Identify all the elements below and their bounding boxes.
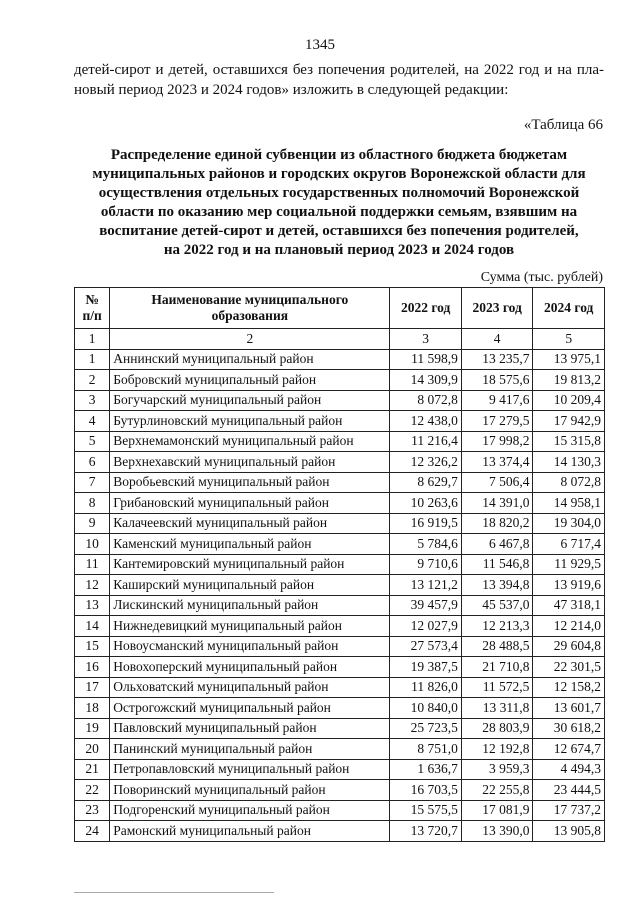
row-number: 12 xyxy=(75,575,110,596)
table-row xyxy=(75,759,605,780)
value-2023: 3 959,3 xyxy=(461,759,533,780)
value-2023: 13 390,0 xyxy=(461,821,533,842)
table-row xyxy=(75,718,605,739)
row-number: 1 xyxy=(75,349,110,370)
municipality-name: Подгоренский муниципальный район xyxy=(110,800,390,821)
value-2022: 12 438,0 xyxy=(390,411,462,432)
value-2023: 12 213,3 xyxy=(461,616,533,637)
value-2024: 17 942,9 xyxy=(533,411,605,432)
value-2022: 19 387,5 xyxy=(390,657,462,678)
value-2024: 19 813,2 xyxy=(533,370,605,391)
value-2024: 11 929,5 xyxy=(533,554,605,575)
value-2024: 14 958,1 xyxy=(533,493,605,514)
value-2024: 22 301,5 xyxy=(533,657,605,678)
table-row xyxy=(75,821,605,842)
value-2024: 17 737,2 xyxy=(533,800,605,821)
value-2023: 21 710,8 xyxy=(461,657,533,678)
row-number: 24 xyxy=(75,821,110,842)
value-2024: 15 315,8 xyxy=(533,431,605,452)
value-2024: 13 975,1 xyxy=(533,349,605,370)
table-title xyxy=(74,146,604,260)
table-row xyxy=(75,616,605,637)
table-row xyxy=(75,636,605,657)
title-line: области по оказанию мер социальной поддержки семьям, взявшим на xyxy=(100,204,578,220)
value-2024: 8 072,8 xyxy=(533,472,605,493)
value-2023: 6 467,8 xyxy=(461,534,533,555)
municipality-name: Каширский муниципальный район xyxy=(110,575,390,596)
table-row xyxy=(75,431,605,452)
header-2024: 2024 год xyxy=(533,288,605,329)
table-row xyxy=(75,349,605,370)
table-row xyxy=(75,411,605,432)
table-row xyxy=(75,472,605,493)
page-number: 1345 xyxy=(305,37,335,53)
header-2023: 2023 год xyxy=(461,288,533,329)
value-2022: 11 216,4 xyxy=(390,431,462,452)
municipality-name: Кантемировский муниципальный район xyxy=(110,554,390,575)
municipality-name: Острогожский муниципальный район xyxy=(110,698,390,719)
row-number: 19 xyxy=(75,718,110,739)
table-reference: «Таблица 66 xyxy=(523,117,603,133)
value-2023: 18 575,6 xyxy=(461,370,533,391)
value-2022: 5 784,6 xyxy=(390,534,462,555)
table-row xyxy=(75,452,605,473)
value-2022: 14 309,9 xyxy=(390,370,462,391)
value-2022: 10 263,6 xyxy=(390,493,462,514)
row-number: 21 xyxy=(75,759,110,780)
value-2024: 19 304,0 xyxy=(533,513,605,534)
value-2024: 13 919,6 xyxy=(533,575,605,596)
value-2022: 8 751,0 xyxy=(390,739,462,760)
value-2023: 13 374,4 xyxy=(461,452,533,473)
value-2023: 9 417,6 xyxy=(461,390,533,411)
value-2022: 13 121,2 xyxy=(390,575,462,596)
municipality-name: Грибановский муниципальный район xyxy=(110,493,390,514)
value-2024: 10 209,4 xyxy=(533,390,605,411)
municipality-name: Петропавловский муниципальный район xyxy=(110,759,390,780)
row-number: 11 xyxy=(75,554,110,575)
municipality-name: Верхнемамонский муниципальный район xyxy=(110,431,390,452)
value-2023: 17 279,5 xyxy=(461,411,533,432)
column-index: 1 xyxy=(75,329,110,350)
row-number: 16 xyxy=(75,657,110,678)
value-2022: 39 457,9 xyxy=(390,595,462,616)
title-line: муниципальных районов и городских округов Воронежской области для xyxy=(92,166,586,182)
value-2022: 11 826,0 xyxy=(390,677,462,698)
intro-line-2: новый период 2023 и 2024 годов» изложить в следующей редакции: xyxy=(74,82,509,98)
row-number: 4 xyxy=(75,411,110,432)
intro-line-1: детей-сирот и детей, оставшихся без попечения родителей, на 2022 год и на пла- xyxy=(74,62,604,78)
value-2022: 16 919,5 xyxy=(390,513,462,534)
units-label: Сумма (тыс. рублей) xyxy=(480,270,603,285)
value-2023: 13 394,8 xyxy=(461,575,533,596)
value-2023: 28 488,5 xyxy=(461,636,533,657)
header-2022: 2022 год xyxy=(390,288,462,329)
row-number: 15 xyxy=(75,636,110,657)
table-row xyxy=(75,739,605,760)
value-2022: 13 720,7 xyxy=(390,821,462,842)
value-2023: 13 235,7 xyxy=(461,349,533,370)
value-2024: 30 618,2 xyxy=(533,718,605,739)
column-index: 5 xyxy=(533,329,605,350)
row-number: 14 xyxy=(75,616,110,637)
table-row xyxy=(75,534,605,555)
table-row xyxy=(75,390,605,411)
municipality-name: Воробьевский муниципальный район xyxy=(110,472,390,493)
column-index: 3 xyxy=(390,329,462,350)
value-2024: 13 601,7 xyxy=(533,698,605,719)
value-2022: 12 326,2 xyxy=(390,452,462,473)
value-2022: 8 072,8 xyxy=(390,390,462,411)
row-number: 5 xyxy=(75,431,110,452)
table-row xyxy=(75,370,605,391)
value-2023: 45 537,0 xyxy=(461,595,533,616)
value-2022: 1 636,7 xyxy=(390,759,462,780)
value-2024: 23 444,5 xyxy=(533,780,605,801)
value-2023: 18 820,2 xyxy=(461,513,533,534)
table-row xyxy=(75,493,605,514)
municipality-name: Богучарский муниципальный район xyxy=(110,390,390,411)
value-2023: 22 255,8 xyxy=(461,780,533,801)
table-row xyxy=(75,595,605,616)
title-line: воспитание детей-сирот и детей, оставшихся без попечения родителей, xyxy=(99,223,579,239)
table-row xyxy=(75,513,605,534)
municipality-name: Каменский муниципальный район xyxy=(110,534,390,555)
value-2022: 16 703,5 xyxy=(390,780,462,801)
value-2024: 29 604,8 xyxy=(533,636,605,657)
value-2022: 11 598,9 xyxy=(390,349,462,370)
municipality-name: Бобровский муниципальный район xyxy=(110,370,390,391)
title-line: Распределение единой субвенции из областного бюджета бюджетам xyxy=(110,147,568,163)
value-2022: 12 027,9 xyxy=(390,616,462,637)
municipality-name: Лискинский муниципальный район xyxy=(110,595,390,616)
row-number: 2 xyxy=(75,370,110,391)
table-header-row xyxy=(75,288,605,329)
value-2023: 28 803,9 xyxy=(461,718,533,739)
value-2024: 13 905,8 xyxy=(533,821,605,842)
row-number: 22 xyxy=(75,780,110,801)
value-2023: 17 081,9 xyxy=(461,800,533,821)
municipality-name: Павловский муниципальный район xyxy=(110,718,390,739)
intro-paragraph xyxy=(74,60,604,100)
row-number: 10 xyxy=(75,534,110,555)
value-2024: 47 318,1 xyxy=(533,595,605,616)
column-index: 4 xyxy=(461,329,533,350)
row-number: 3 xyxy=(75,390,110,411)
value-2024: 6 717,4 xyxy=(533,534,605,555)
value-2023: 13 311,8 xyxy=(461,698,533,719)
value-2022: 27 573,4 xyxy=(390,636,462,657)
municipality-name: Калачеевский муниципальный район xyxy=(110,513,390,534)
table-row xyxy=(75,554,605,575)
municipality-name: Новохоперский муниципальный район xyxy=(110,657,390,678)
table-row xyxy=(75,698,605,719)
municipality-name: Поворинский муниципальный район xyxy=(110,780,390,801)
table-row xyxy=(75,657,605,678)
value-2023: 7 506,4 xyxy=(461,472,533,493)
value-2024: 12 214,0 xyxy=(533,616,605,637)
header-num: № п/п xyxy=(75,288,110,329)
value-2022: 25 723,5 xyxy=(390,718,462,739)
value-2023: 11 546,8 xyxy=(461,554,533,575)
row-number: 7 xyxy=(75,472,110,493)
title-line: осуществления отдельных государственных полномочий Воронежской xyxy=(98,185,580,201)
row-number: 18 xyxy=(75,698,110,719)
value-2023: 17 998,2 xyxy=(461,431,533,452)
table-row xyxy=(75,780,605,801)
municipality-name: Ольховатский муниципальный район xyxy=(110,677,390,698)
municipality-name: Новоусманский муниципальный район xyxy=(110,636,390,657)
value-2023: 12 192,8 xyxy=(461,739,533,760)
municipality-name: Рамонский муниципальный район xyxy=(110,821,390,842)
value-2022: 15 575,5 xyxy=(390,800,462,821)
municipality-name: Панинский муниципальный район xyxy=(110,739,390,760)
row-number: 23 xyxy=(75,800,110,821)
title-line: на 2022 год и на плановый период 2023 и 2024 годов xyxy=(163,242,515,258)
row-number: 6 xyxy=(75,452,110,473)
row-number: 20 xyxy=(75,739,110,760)
column-index-row xyxy=(75,329,605,350)
value-2024: 4 494,3 xyxy=(533,759,605,780)
subvention-table xyxy=(74,287,605,842)
row-number: 13 xyxy=(75,595,110,616)
municipality-name: Верхнехавский муниципальный район xyxy=(110,452,390,473)
value-2023: 14 391,0 xyxy=(461,493,533,514)
row-number: 9 xyxy=(75,513,110,534)
value-2022: 9 710,6 xyxy=(390,554,462,575)
value-2024: 12 674,7 xyxy=(533,739,605,760)
table-row xyxy=(75,800,605,821)
municipality-name: Аннинский муниципальный район xyxy=(110,349,390,370)
value-2024: 14 130,3 xyxy=(533,452,605,473)
table-body xyxy=(75,349,605,841)
column-index: 2 xyxy=(110,329,390,350)
table-row xyxy=(75,575,605,596)
value-2022: 8 629,7 xyxy=(390,472,462,493)
footer-divider xyxy=(74,892,274,893)
header-name: Наименование муниципального образования xyxy=(110,288,390,329)
value-2024: 12 158,2 xyxy=(533,677,605,698)
value-2023: 11 572,5 xyxy=(461,677,533,698)
row-number: 17 xyxy=(75,677,110,698)
value-2022: 10 840,0 xyxy=(390,698,462,719)
row-number: 8 xyxy=(75,493,110,514)
municipality-name: Бутурлиновский муниципальный район xyxy=(110,411,390,432)
table-row xyxy=(75,677,605,698)
municipality-name: Нижнедевицкий муниципальный район xyxy=(110,616,390,637)
